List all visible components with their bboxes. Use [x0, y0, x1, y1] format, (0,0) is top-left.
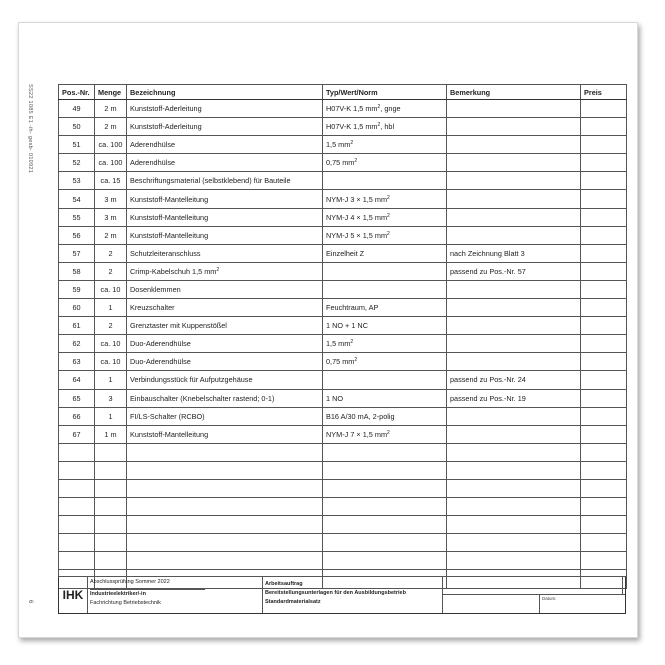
cell-typ: Feuchtraum, AP — [323, 299, 447, 317]
empty-cell — [581, 552, 627, 570]
table-row-empty — [59, 479, 627, 497]
profession: Industrieelektriker/-in — [90, 591, 146, 597]
empty-cell — [323, 534, 447, 552]
empty-cell — [581, 534, 627, 552]
empty-cell — [59, 534, 95, 552]
table-row-empty — [59, 498, 627, 516]
cell-pos: 55 — [59, 208, 95, 226]
cell-bemerkung — [447, 280, 581, 298]
cell-bezeichnung: Duo-Aderendhülse — [127, 353, 323, 371]
cell-bezeichnung: Kunststoff-Aderleitung — [127, 118, 323, 136]
empty-cell — [447, 534, 581, 552]
cell-typ: NYM-J 5 × 1,5 $mm^2$ — [323, 226, 447, 244]
cell-menge: 2 m — [95, 226, 127, 244]
cell-pos: 54 — [59, 190, 95, 208]
cell-bezeichnung: Aderendhülse — [127, 154, 323, 172]
cell-preis — [581, 425, 627, 443]
cell-preis — [581, 317, 627, 335]
cell-preis — [581, 154, 627, 172]
table-row — [59, 371, 627, 389]
cell-bemerkung — [447, 136, 581, 154]
cell-typ: NYM-J 7 × 1,5 $mm^2$ — [323, 425, 447, 443]
cell-pos: 65 — [59, 389, 95, 407]
empty-cell — [581, 443, 627, 461]
exam-info — [87, 577, 263, 613]
table-row — [59, 100, 627, 118]
empty-cell — [447, 552, 581, 570]
cell-menge: ca. 10 — [95, 335, 127, 353]
cell-menge: ca. 10 — [95, 280, 127, 298]
table-row — [59, 389, 627, 407]
cell-preis — [581, 244, 627, 262]
cell-bezeichnung: Einbauschalter (Knebelschalter rastend; 0-1) — [127, 389, 323, 407]
cell-bemerkung — [447, 154, 581, 172]
empty-cell — [95, 479, 127, 497]
table-row-empty — [59, 534, 627, 552]
table-row — [59, 118, 627, 136]
cell-preis — [581, 371, 627, 389]
table-body — [59, 100, 627, 589]
cell-bezeichnung: FI/LS-Schalter (RCBO) — [127, 407, 323, 425]
cell-preis — [581, 389, 627, 407]
empty-cell — [323, 443, 447, 461]
cell-pos: 61 — [59, 317, 95, 335]
cell-preis — [581, 280, 627, 298]
cell-bemerkung: passend zu Pos.-Nr. 24 — [447, 371, 581, 389]
cell-menge: 3 m — [95, 190, 127, 208]
cell-bemerkung — [447, 118, 581, 136]
table-row-empty — [59, 461, 627, 479]
empty-cell — [59, 498, 95, 516]
empty-cell — [581, 498, 627, 516]
side-document-code: SS22 1085 E1 -ih- gesb- 010921 — [27, 84, 33, 174]
cell-menge: 2 — [95, 317, 127, 335]
empty-cell — [95, 552, 127, 570]
empty-cell — [323, 479, 447, 497]
date-label: Datum: — [542, 596, 557, 601]
empty-cell — [323, 552, 447, 570]
table-row — [59, 226, 627, 244]
header-bezeichnung: Bezeichnung — [127, 85, 323, 100]
cell-typ: NYM-J 4 × 1,5 $mm^2$ — [323, 208, 447, 226]
empty-cell — [127, 498, 323, 516]
cell-pos: 67 — [59, 425, 95, 443]
cell-bemerkung — [447, 172, 581, 190]
empty-cell — [127, 534, 323, 552]
cell-typ: 1 NO — [323, 389, 447, 407]
cell-typ — [323, 280, 447, 298]
table-row — [59, 262, 627, 280]
empty-cell — [447, 443, 581, 461]
cell-pos: 66 — [59, 407, 95, 425]
cell-preis — [581, 172, 627, 190]
cell-bemerkung — [447, 407, 581, 425]
empty-cell — [127, 516, 323, 534]
cell-pos: 49 — [59, 100, 95, 118]
cell-menge: ca. 15 — [95, 172, 127, 190]
cell-bemerkung: nach Zeichnung Blatt 3 — [447, 244, 581, 262]
cell-preis — [581, 100, 627, 118]
empty-cell — [447, 516, 581, 534]
cell-preis — [581, 190, 627, 208]
table-row — [59, 136, 627, 154]
cell-bezeichnung: Duo-Aderendhülse — [127, 335, 323, 353]
cell-preis — [581, 136, 627, 154]
cell-typ: H07V-K 1,5 $mm^2$, hbl — [323, 118, 447, 136]
table-row — [59, 353, 627, 371]
cell-bemerkung: passend zu Pos.-Nr. 57 — [447, 262, 581, 280]
empty-cell — [447, 498, 581, 516]
table-row — [59, 425, 627, 443]
empty-cell — [95, 443, 127, 461]
cell-menge: 1 — [95, 371, 127, 389]
empty-cell — [59, 443, 95, 461]
table-row-empty — [59, 552, 627, 570]
empty-cell — [581, 516, 627, 534]
cell-menge: 1 — [95, 407, 127, 425]
cell-typ: 1,5 $mm^2$ — [323, 136, 447, 154]
empty-cell — [447, 461, 581, 479]
cell-pos: 51 — [59, 136, 95, 154]
empty-cell — [95, 516, 127, 534]
ihk-logo: IHK — [59, 577, 88, 613]
header-menge: Menge — [95, 85, 127, 100]
header-bemerkung: Bemerkung — [447, 85, 581, 100]
cell-typ: H07V-K 1,5 $mm^2$, gnge — [323, 100, 447, 118]
cell-preis — [581, 407, 627, 425]
cell-pos: 53 — [59, 172, 95, 190]
document-title: Arbeitsauftrag — [265, 581, 303, 587]
cell-bemerkung — [447, 226, 581, 244]
empty-cell — [59, 552, 95, 570]
exam-title: Abschlussprüfung Sommer 2022 — [90, 579, 205, 590]
cell-bezeichnung: Kunststoff-Mantelleitung — [127, 190, 323, 208]
cell-pos: 60 — [59, 299, 95, 317]
cell-pos: 59 — [59, 280, 95, 298]
cell-menge: 2 m — [95, 100, 127, 118]
empty-cell — [323, 516, 447, 534]
empty-cell — [127, 552, 323, 570]
cell-bemerkung — [447, 353, 581, 371]
cell-bemerkung — [447, 299, 581, 317]
empty-cell — [59, 516, 95, 534]
cell-typ: 0,75 $mm^2$ — [323, 154, 447, 172]
table-row-empty — [59, 443, 627, 461]
table-row — [59, 335, 627, 353]
cell-bemerkung — [447, 317, 581, 335]
empty-cell — [323, 461, 447, 479]
header-pos: Pos.-Nr. — [59, 85, 95, 100]
specialty: Fachrichtung Betriebstechnik — [90, 600, 161, 606]
table-row — [59, 244, 627, 262]
cell-pos: 52 — [59, 154, 95, 172]
cell-preis — [581, 226, 627, 244]
cell-preis — [581, 118, 627, 136]
cell-typ: NYM-J 3 × 1,5 $mm^2$ — [323, 190, 447, 208]
cell-menge: ca. 100 — [95, 154, 127, 172]
empty-cell — [447, 479, 581, 497]
cell-bemerkung — [447, 190, 581, 208]
cell-menge: ca. 100 — [95, 136, 127, 154]
material-table — [58, 84, 627, 589]
cell-bezeichnung: Kunststoff-Mantelleitung — [127, 208, 323, 226]
cell-pos: 56 — [59, 226, 95, 244]
empty-cell — [95, 461, 127, 479]
cell-menge: 3 — [95, 389, 127, 407]
table-row — [59, 317, 627, 335]
cell-menge: 1 m — [95, 425, 127, 443]
cell-bezeichnung: Schutzleiteranschluss — [127, 244, 323, 262]
table-row — [59, 299, 627, 317]
cell-menge: ca. 10 — [95, 353, 127, 371]
table-row-empty — [59, 516, 627, 534]
table-row — [59, 154, 627, 172]
table-row — [59, 280, 627, 298]
cell-pos: 58 — [59, 262, 95, 280]
table-row — [59, 407, 627, 425]
empty-cell — [127, 443, 323, 461]
cell-menge: 3 m — [95, 208, 127, 226]
empty-cell — [581, 461, 627, 479]
cell-pos: 64 — [59, 371, 95, 389]
cell-typ — [323, 172, 447, 190]
document-subtitle: Bereitstellungsunterlagen für den Ausbildungsbetrieb — [265, 590, 406, 596]
cell-bezeichnung: Kunststoff-Aderleitung — [127, 100, 323, 118]
cell-preis — [581, 208, 627, 226]
cell-preis — [581, 335, 627, 353]
cell-menge: 2 m — [95, 118, 127, 136]
cell-bemerkung — [447, 208, 581, 226]
table-row — [59, 208, 627, 226]
cell-bezeichnung: Kunststoff-Mantelleitung — [127, 425, 323, 443]
cell-bezeichnung: Kunststoff-Mantelleitung — [127, 226, 323, 244]
document-section: Standardmaterialsatz — [265, 599, 321, 605]
empty-cell — [127, 461, 323, 479]
empty-cell — [59, 479, 95, 497]
cell-typ — [323, 262, 447, 280]
cell-bezeichnung: Beschriftungsmaterial (selbstklebend) für Bauteile — [127, 172, 323, 190]
cell-bezeichnung: Dosenklemmen — [127, 280, 323, 298]
cell-preis — [581, 353, 627, 371]
signature-date-area — [442, 577, 625, 613]
cell-bezeichnung: Kreuzschalter — [127, 299, 323, 317]
cell-pos: 63 — [59, 353, 95, 371]
cell-typ: 1,5 $mm^2$ — [323, 335, 447, 353]
cell-bemerkung — [447, 425, 581, 443]
cell-bezeichnung: Verbindungsstück für Aufputzgehäuse — [127, 371, 323, 389]
empty-cell — [59, 461, 95, 479]
cell-bezeichnung: Aderendhülse — [127, 136, 323, 154]
empty-cell — [95, 498, 127, 516]
cell-menge: 2 — [95, 244, 127, 262]
cell-preis — [581, 299, 627, 317]
cell-bemerkung — [447, 100, 581, 118]
cell-pos: 50 — [59, 118, 95, 136]
table-header-row — [59, 85, 627, 100]
cell-pos: 57 — [59, 244, 95, 262]
table-row — [59, 190, 627, 208]
cell-pos: 62 — [59, 335, 95, 353]
cell-typ: B16 A/30 mA, 2-polig — [323, 407, 447, 425]
document-info — [262, 577, 443, 613]
cell-bezeichnung: Crimp-Kabelschuh 1,5 $mm^2$ — [127, 262, 323, 280]
cell-typ: Einzelheit Z — [323, 244, 447, 262]
cell-typ: 0,75 $mm^2$ — [323, 353, 447, 371]
footer — [58, 576, 626, 614]
cell-bemerkung: passend zu Pos.-Nr. 19 — [447, 389, 581, 407]
empty-cell — [127, 479, 323, 497]
empty-cell — [95, 534, 127, 552]
cell-menge: 2 — [95, 262, 127, 280]
cell-typ: 1 NO + 1 NC — [323, 317, 447, 335]
cell-menge: 1 — [95, 299, 127, 317]
empty-cell — [323, 498, 447, 516]
table-row — [59, 172, 627, 190]
cell-preis — [581, 262, 627, 280]
header-preis: Preis — [581, 85, 627, 100]
header-typ: Typ/Wert/Norm — [323, 85, 447, 100]
cell-bezeichnung: Grenztaster mit Kuppenstößel — [127, 317, 323, 335]
cell-typ — [323, 371, 447, 389]
page-number: 6 — [27, 600, 33, 604]
cell-bemerkung — [447, 335, 581, 353]
empty-cell — [581, 479, 627, 497]
